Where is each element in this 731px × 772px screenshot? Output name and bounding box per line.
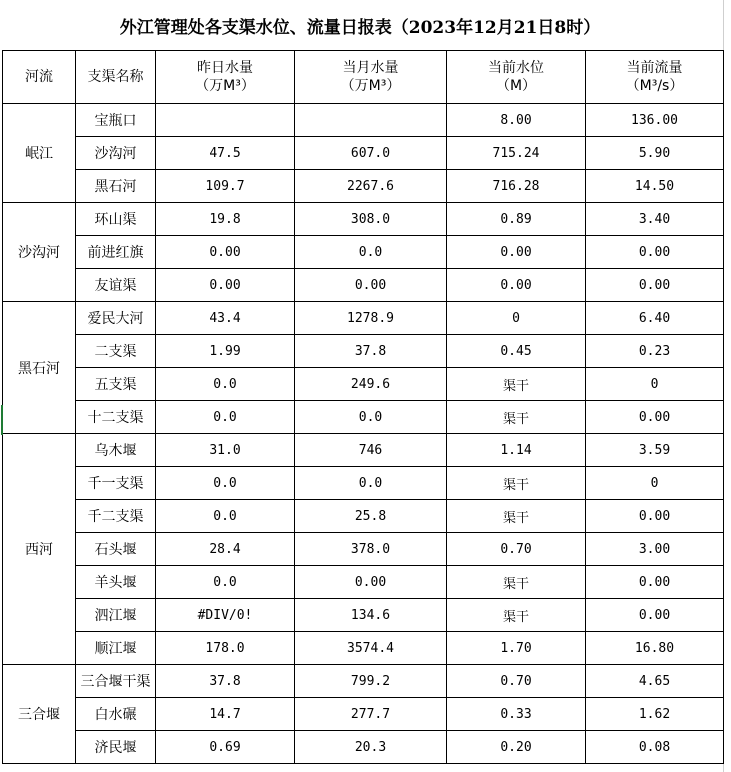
yesterday-volume-cell[interactable]: 0.0 [156, 467, 295, 500]
current-level-cell[interactable]: 0.00 [447, 236, 586, 269]
current-level-cell[interactable]: 0.20 [447, 731, 586, 764]
header-yesterday-volume[interactable] [156, 51, 295, 104]
current-flow-cell[interactable]: 0 [586, 467, 724, 500]
report-table [2, 50, 724, 764]
table-row [3, 500, 724, 533]
yesterday-volume-cell[interactable]: 0.0 [156, 401, 295, 434]
yesterday-volume-cell[interactable] [156, 104, 295, 137]
header-level-line1: 当前水位 [488, 60, 544, 76]
current-level-cell[interactable]: 0.70 [447, 533, 586, 566]
month-volume-cell[interactable] [295, 104, 447, 137]
yesterday-volume-cell[interactable]: 109.7 [156, 170, 295, 203]
header-row [3, 51, 724, 104]
current-flow-cell[interactable]: 14.50 [586, 170, 724, 203]
table-row [3, 434, 724, 467]
table-row [3, 632, 724, 665]
table-row [3, 665, 724, 698]
channel-name-cell[interactable]: 五支渠 [76, 368, 156, 401]
yesterday-volume-cell[interactable]: 0.0 [156, 566, 295, 599]
current-level-cell[interactable]: 0.33 [447, 698, 586, 731]
channel-name-cell[interactable]: 石头堰 [76, 533, 156, 566]
yesterday-volume-cell[interactable]: 47.5 [156, 137, 295, 170]
table-row [3, 533, 724, 566]
yesterday-volume-cell[interactable]: 28.4 [156, 533, 295, 566]
yesterday-volume-cell[interactable]: 0.00 [156, 269, 295, 302]
table-row [3, 401, 724, 434]
channel-name-cell[interactable]: 乌木堰 [76, 434, 156, 467]
current-flow-cell[interactable]: 3.59 [586, 434, 724, 467]
river-cell[interactable]: 岷江 [3, 104, 76, 203]
table-row [3, 269, 724, 302]
table-row [3, 698, 724, 731]
current-level-cell[interactable]: 0 [447, 302, 586, 335]
channel-name-cell[interactable]: 宝瓶口 [76, 104, 156, 137]
current-level-cell[interactable]: 0.70 [447, 665, 586, 698]
month-volume-cell[interactable]: 0.0 [295, 236, 447, 269]
current-level-cell[interactable]: 渠干 [447, 566, 586, 599]
channel-name-cell[interactable]: 三合堰干渠 [76, 665, 156, 698]
current-level-cell[interactable]: 0.00 [447, 269, 586, 302]
channel-name-cell[interactable]: 千一支渠 [76, 467, 156, 500]
yesterday-volume-cell[interactable]: 19.8 [156, 203, 295, 236]
header-flow-line1: 当前流量 [626, 60, 683, 76]
current-level-cell[interactable]: 渠干 [447, 467, 586, 500]
channel-name-cell[interactable]: 沙沟河 [76, 137, 156, 170]
channel-name-cell[interactable]: 环山渠 [76, 203, 156, 236]
current-flow-cell[interactable]: 3.00 [586, 533, 724, 566]
current-flow-cell[interactable]: 16.80 [586, 632, 724, 665]
header-flow-line2: （M³/s） [625, 78, 684, 94]
table-row [3, 170, 724, 203]
current-flow-cell[interactable]: 0.00 [586, 236, 724, 269]
current-level-cell[interactable]: 8.00 [447, 104, 586, 137]
month-volume-cell[interactable]: 37.8 [295, 335, 447, 368]
yesterday-volume-cell[interactable]: 0.0 [156, 500, 295, 533]
header-current-level[interactable] [447, 51, 586, 104]
month-volume-cell[interactable]: 134.6 [295, 599, 447, 632]
current-flow-cell[interactable]: 0.23 [586, 335, 724, 368]
month-volume-cell[interactable]: 799.2 [295, 665, 447, 698]
current-flow-cell[interactable]: 0.00 [586, 401, 724, 434]
table-row [3, 335, 724, 368]
channel-name-cell[interactable]: 济民堰 [76, 731, 156, 764]
channel-name-cell[interactable]: 羊头堰 [76, 566, 156, 599]
table-row [3, 566, 724, 599]
yesterday-volume-cell[interactable]: 0.0 [156, 368, 295, 401]
month-volume-cell[interactable]: 0.0 [295, 401, 447, 434]
table-body [3, 51, 724, 764]
river-cell[interactable]: 三合堰 [3, 665, 76, 764]
current-level-cell[interactable]: 渠干 [447, 500, 586, 533]
channel-name-cell[interactable]: 黑石河 [76, 170, 156, 203]
river-cell[interactable]: 西河 [3, 434, 76, 665]
header-current-flow[interactable] [586, 51, 724, 104]
yesterday-volume-cell[interactable]: 14.7 [156, 698, 295, 731]
month-volume-cell[interactable]: 607.0 [295, 137, 447, 170]
month-volume-cell[interactable]: 20.3 [295, 731, 447, 764]
month-volume-cell[interactable]: 1278.9 [295, 302, 447, 335]
table-row [3, 467, 724, 500]
header-month-volume[interactable] [295, 51, 447, 104]
channel-name-cell[interactable]: 爱民大河 [76, 302, 156, 335]
table-row [3, 731, 724, 764]
month-volume-cell[interactable]: 0.00 [295, 566, 447, 599]
current-flow-cell[interactable]: 0 [586, 368, 724, 401]
current-flow-cell[interactable]: 4.65 [586, 665, 724, 698]
current-level-cell[interactable]: 渠干 [447, 401, 586, 434]
month-volume-cell[interactable]: 0.0 [295, 467, 447, 500]
yesterday-volume-cell[interactable]: 178.0 [156, 632, 295, 665]
current-flow-cell[interactable]: 0.00 [586, 500, 724, 533]
month-volume-cell[interactable]: 746 [295, 434, 447, 467]
yesterday-volume-cell[interactable]: 43.4 [156, 302, 295, 335]
current-level-cell[interactable]: 715.24 [447, 137, 586, 170]
month-volume-cell[interactable]: 277.7 [295, 698, 447, 731]
yesterday-volume-cell[interactable]: 37.8 [156, 665, 295, 698]
header-yesterday-line1: 昨日水量 [197, 60, 253, 76]
current-flow-cell[interactable]: 0.00 [586, 566, 724, 599]
yesterday-volume-cell[interactable]: 31.0 [156, 434, 295, 467]
channel-name-cell[interactable]: 千二支渠 [76, 500, 156, 533]
header-level-line2: （M） [495, 78, 537, 94]
yesterday-volume-cell[interactable]: #DIV/0! [156, 599, 295, 632]
table-row [3, 203, 724, 236]
current-level-cell[interactable]: 0.89 [447, 203, 586, 236]
current-flow-cell[interactable]: 136.00 [586, 104, 724, 137]
report-title[interactable]: 外江管理处各支渠水位、流量日报表（2023年12月21日8时） [119, 17, 601, 38]
table-row [3, 368, 724, 401]
channel-name-cell[interactable]: 友谊渠 [76, 269, 156, 302]
yesterday-volume-cell[interactable]: 1.99 [156, 335, 295, 368]
channel-name-cell[interactable]: 顺江堰 [76, 632, 156, 665]
month-volume-cell[interactable]: 0.00 [295, 269, 447, 302]
header-river[interactable]: 河流 [3, 51, 76, 104]
month-volume-cell[interactable]: 249.6 [295, 368, 447, 401]
river-cell[interactable]: 沙沟河 [3, 203, 76, 302]
table-row [3, 599, 724, 632]
channel-name-cell[interactable]: 前进红旗 [76, 236, 156, 269]
current-flow-cell[interactable]: 0.00 [586, 269, 724, 302]
river-cell[interactable]: 黑石河 [3, 302, 76, 434]
channel-name-cell[interactable]: 十二支渠 [76, 401, 156, 434]
month-volume-cell[interactable]: 25.8 [295, 500, 447, 533]
channel-name-cell[interactable]: 白水碾 [76, 698, 156, 731]
table-row [3, 104, 724, 137]
yesterday-volume-cell[interactable]: 0.00 [156, 236, 295, 269]
channel-name-cell[interactable]: 泗江堰 [76, 599, 156, 632]
current-level-cell[interactable]: 渠干 [447, 368, 586, 401]
current-level-cell[interactable]: 0.45 [447, 335, 586, 368]
current-level-cell[interactable]: 1.14 [447, 434, 586, 467]
table-row [3, 137, 724, 170]
month-volume-cell[interactable]: 378.0 [295, 533, 447, 566]
header-yesterday-line2: （万M³） [195, 78, 255, 94]
header-month-line2: （万M³） [340, 78, 401, 94]
header-month-line1: 当月水量 [342, 60, 399, 76]
current-level-cell[interactable]: 渠干 [447, 599, 586, 632]
table-row [3, 302, 724, 335]
current-flow-cell[interactable]: 0.00 [586, 599, 724, 632]
table-row [3, 236, 724, 269]
cell-selection-marker [1, 405, 3, 435]
yesterday-volume-cell[interactable]: 0.69 [156, 731, 295, 764]
month-volume-cell[interactable]: 3574.4 [295, 632, 447, 665]
current-flow-cell[interactable]: 6.40 [586, 302, 724, 335]
current-flow-cell[interactable]: 1.62 [586, 698, 724, 731]
current-level-cell[interactable]: 1.70 [447, 632, 586, 665]
current-level-cell[interactable]: 716.28 [447, 170, 586, 203]
current-flow-cell[interactable]: 3.40 [586, 203, 724, 236]
current-flow-cell[interactable]: 0.08 [586, 731, 724, 764]
current-flow-cell[interactable]: 5.90 [586, 137, 724, 170]
header-channel[interactable]: 支渠名称 [76, 51, 156, 104]
month-volume-cell[interactable]: 2267.6 [295, 170, 447, 203]
month-volume-cell[interactable]: 308.0 [295, 203, 447, 236]
channel-name-cell[interactable]: 二支渠 [76, 335, 156, 368]
